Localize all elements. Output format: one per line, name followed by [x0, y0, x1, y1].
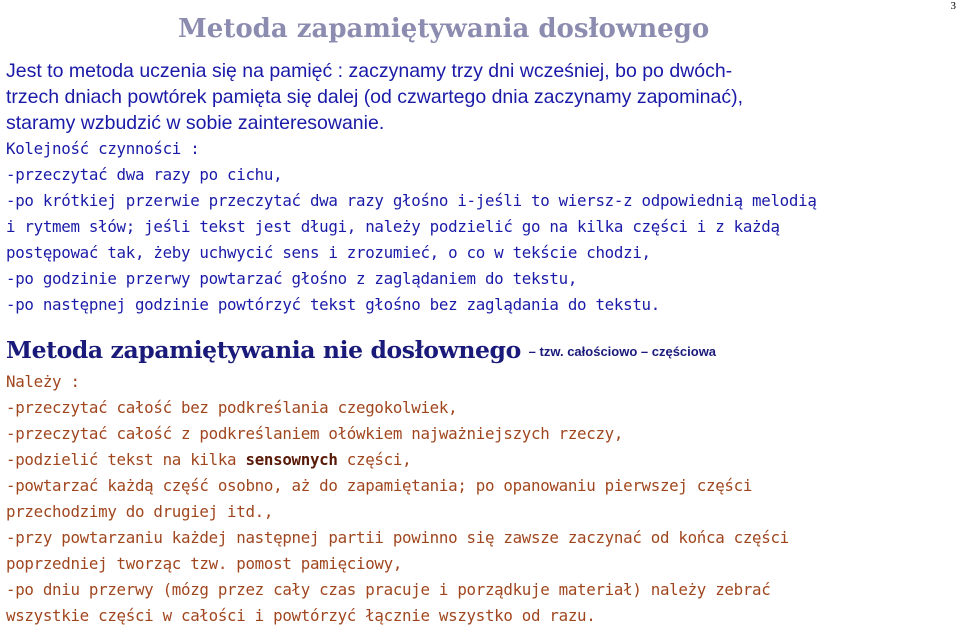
text-line: i rytmem słów; jeśli tekst jest długi, należy podzielić go na kilka części i z każdą [6, 217, 780, 236]
text-line: -przeczytać całość bez podkreślania czegokolwiek, [6, 398, 458, 417]
section-heading-note: – tzw. całościowo – częściowa [528, 344, 717, 359]
text-line: postępować tak, żeby uchwycić sens i zrozumieć, o co w tekście chodzi, [6, 243, 651, 262]
text-line: -po godzinie przerwy powtarzać głośno z zaglądaniem do tekstu, [6, 269, 578, 288]
section-heading-main: Metoda zapamiętywania nie dosłownego [6, 336, 521, 364]
text-line: -powtarzać każdą część osobno, aż do zapamiętania; po opanowaniu pierwszej części [6, 476, 753, 495]
text-line: -po następnej godzinie powtórzyć tekst głośno bez zaglądania do tekstu. [6, 295, 660, 314]
text-line: przechodzimy do drugiej itd., [6, 502, 274, 521]
section-heading [6, 336, 716, 364]
verbatim-steps [6, 136, 954, 318]
text-line: -przy powtarzaniu każdej następnej partii powinno się zawsze zaczynać od końca części [6, 528, 789, 547]
intro-line: staramy wzbudzić w sobie zainteresowanie. [6, 112, 385, 134]
intro-line: Jest to metoda uczenia się na pamięć : zaczynamy trzy dni wcześniej, bo po dwóch- [6, 60, 733, 82]
non-verbatim-steps [6, 369, 954, 629]
intro-line: trzech dniach powtórek pamięta się dalej (od czwartego dnia zaczynamy zapominać), [6, 86, 744, 108]
page-title: Metoda zapamiętywania dosłownego [178, 14, 710, 44]
text-line: -po krótkiej przerwie przeczytać dwa razy głośno i-jeśli to wiersz-z odpowiednią melodią [6, 191, 817, 210]
text-line: Kolejność czynności : [6, 139, 200, 158]
emphasized-word: sensownych [245, 450, 338, 469]
text-line: wszystkie części w całości i powtórzyć łącznie wszystko od razu. [6, 606, 596, 625]
text-fragment: części, [337, 450, 412, 469]
text-line: Należy : [6, 372, 80, 391]
text-line [6, 447, 954, 473]
text-line: -po dniu przerwy (mózg przez cały czas pracuje i porządkuje materiał) należy zebrać [6, 580, 771, 599]
text-line: -przeczytać dwa razy po cichu, [6, 165, 283, 184]
intro-paragraph [6, 58, 951, 136]
page-number: 3 [950, 0, 956, 12]
text-line: -przeczytać całość z podkreślaniem ołówkiem najważniejszych rzeczy, [6, 424, 624, 443]
text-fragment: -podzielić tekst na kilka [6, 450, 246, 469]
text-line: poprzedniej tworząc tzw. pomost pamięciowy, [6, 554, 403, 573]
